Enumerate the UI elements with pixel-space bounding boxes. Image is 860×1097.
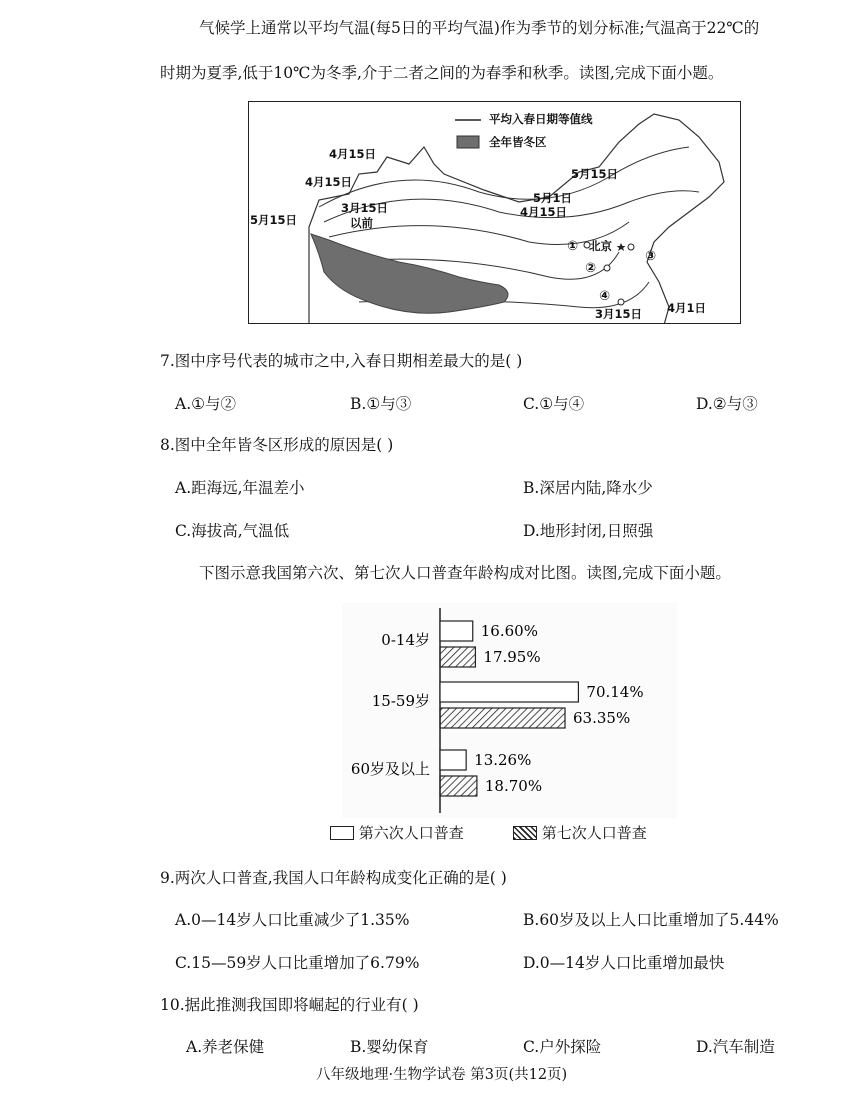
q7-option-c: C.①与④ [523, 395, 585, 413]
q9-option-c: C.15—59岁人口比重增加了6.79% [175, 954, 420, 972]
q10-stem: 10.据此推测我国即将崛起的行业有( ) [160, 996, 419, 1014]
legend-line-label: 平均入春日期等值线 [489, 112, 593, 126]
legend-label-1: 第六次人口普查 [358, 824, 464, 842]
city-label-4: ④ [599, 289, 611, 304]
legend-swatch-plain [330, 826, 354, 840]
q7-option-d: D.②与③ [696, 395, 758, 413]
bar-census7 [440, 708, 565, 728]
population-chart [342, 603, 677, 818]
spring-onset-map [248, 101, 741, 324]
bar-value-label: 70.14% [586, 683, 644, 701]
legend-label-2: 第七次人口普查 [541, 824, 647, 842]
bar-census6 [440, 750, 466, 770]
q10-option-a: A.养老保健 [186, 1038, 265, 1056]
category-label: 0-14岁 [381, 631, 430, 649]
bar-census7 [440, 647, 475, 667]
city-marker-4 [618, 299, 624, 305]
map-label: 4月1日 [667, 301, 707, 315]
intro-line-1: 气候学上通常以平均气温(每5日的平均气温)作为季节的划分标准;气温高于22℃的 [199, 19, 760, 37]
city-marker-3 [628, 244, 634, 250]
city-label-beijing: 北京 [589, 239, 612, 253]
q7-option-a: A.①与② [175, 395, 237, 413]
intro-2: 下图示意我国第六次、第七次人口普查年龄构成对比图。读图,完成下面小题。 [199, 564, 731, 582]
chart-legend-2 [513, 823, 647, 843]
city-label-3: ③ [645, 249, 657, 264]
city-label-1: ① [567, 239, 579, 254]
q8-option-c: C.海拔高,气温低 [175, 522, 290, 540]
q10-option-c: C.户外探险 [523, 1038, 602, 1056]
map-label: 4月15日 [305, 175, 353, 189]
q9-option-d: D.0—14岁人口比重增加最快 [523, 954, 725, 972]
chart-legend-1 [330, 823, 464, 843]
intro-line-2: 时期为夏季,低于10℃为冬季,介于二者之间的为春季和秋季。读图,完成下面小题。 [160, 64, 724, 82]
beijing-star-icon [617, 243, 626, 251]
map-label: 4月15日 [520, 205, 568, 219]
q9-option-a: A.0—14岁人口比重减少了1.35% [175, 911, 410, 929]
city-label-2: ② [585, 261, 597, 276]
bar-value-label: 18.70% [484, 777, 543, 795]
q7-stem: 7.图中序号代表的城市之中,入春日期相差最大的是( ) [160, 352, 523, 370]
map-label: 以前 [350, 216, 373, 230]
bar-value-label: 17.95% [483, 648, 541, 666]
map-label: 3月15日 [595, 307, 643, 321]
q9-stem: 9.两次人口普查,我国人口年龄构成变化正确的是( ) [160, 869, 507, 887]
bar-census6 [440, 682, 578, 702]
q8-option-d: D.地形封闭,日照强 [523, 522, 654, 540]
q7-option-b: B.①与③ [350, 395, 412, 413]
category-label: 60岁及以上 [350, 760, 430, 778]
bar-value-label: 63.35% [573, 709, 631, 727]
isoline-3 [329, 222, 629, 245]
legend-area-label: 全年皆冬区 [489, 135, 547, 149]
q10-option-b: B.婴幼保育 [350, 1038, 429, 1056]
map-label: 5月15日 [571, 167, 619, 181]
q9-option-b: B.60岁及以上人口比重增加了5.44% [523, 911, 779, 929]
legend-swatch-hatched [513, 826, 537, 840]
bar-census6 [440, 621, 473, 641]
category-label: 15-59岁 [371, 692, 430, 710]
bar-census7 [440, 776, 477, 796]
q8-stem: 8.图中全年皆冬区形成的原因是( ) [160, 436, 394, 454]
chart-svg [342, 603, 677, 818]
city-marker-2 [604, 265, 610, 271]
map-label: 5月15日 [250, 213, 298, 227]
map-label: 5月1日 [533, 191, 573, 205]
map-label: 4月15日 [329, 147, 377, 161]
q8-option-b: B.深居内陆,降水少 [523, 479, 653, 497]
bar-value-label: 13.26% [474, 751, 532, 769]
legend-area-icon [457, 136, 479, 148]
q8-option-a: A.距海远,年温差小 [175, 479, 305, 497]
bar-value-label: 16.60% [480, 622, 538, 640]
map-label: 3月15日 [341, 201, 389, 215]
q10-option-d: D.汽车制造 [696, 1038, 775, 1056]
page-footer: 八年级地理·生物学试卷 第3页(共12页) [316, 1067, 568, 1083]
permanent-winter-area [311, 234, 508, 313]
